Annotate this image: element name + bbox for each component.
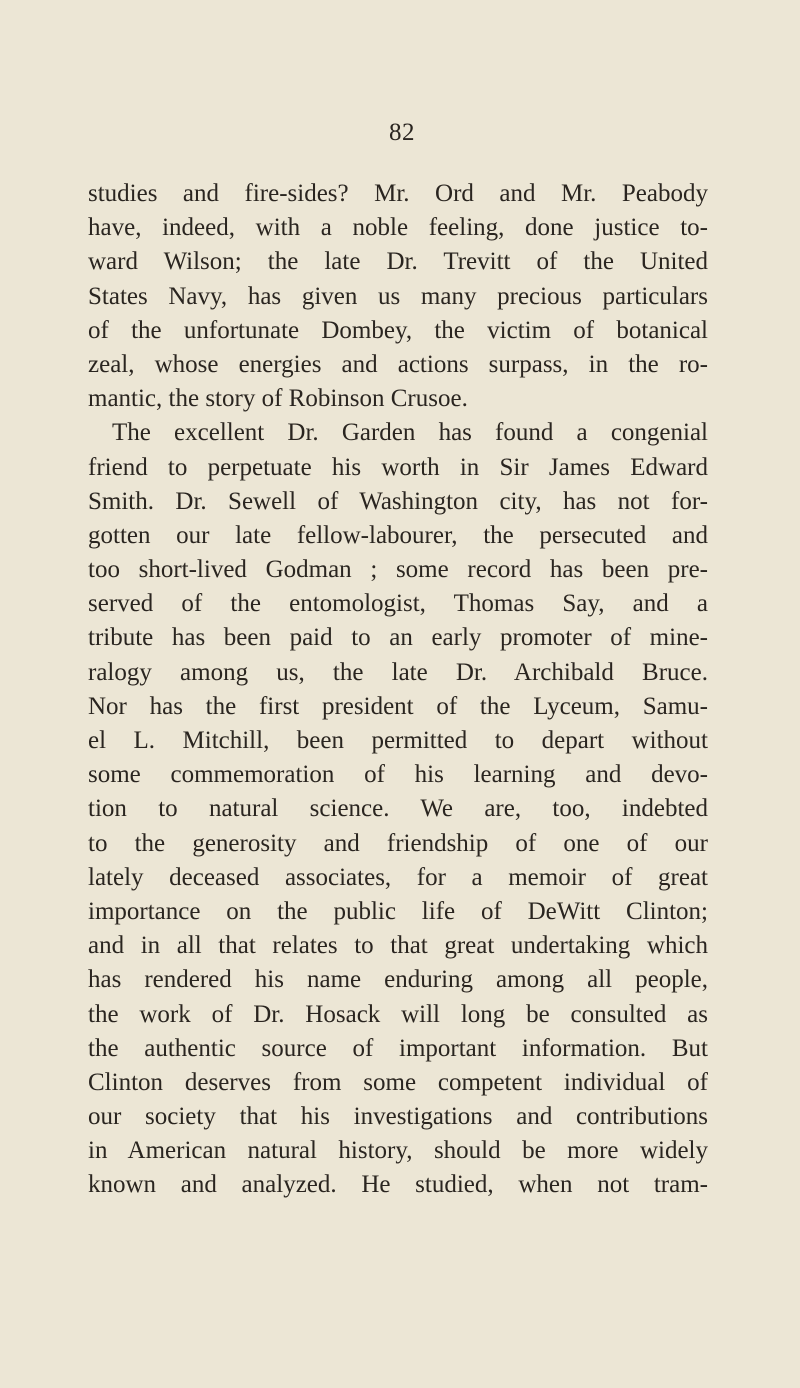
text-line: tion to natural science. We are, too, indebted <box>88 795 708 823</box>
text-line: known and analyzed. He studied, when not tram- <box>88 1171 708 1199</box>
text-line: ralogy among us, the late Dr. Archibald Bruce. <box>88 658 708 686</box>
text-line: importance on the public life of DeWitt Clinton; <box>88 897 708 925</box>
body-text <box>88 177 708 1203</box>
text-line: tribute has been paid to an early promoter of mine- <box>88 624 708 652</box>
text-line: mantic, the story of Robinson Crusoe. <box>88 385 468 413</box>
text-line: lately deceased associates, for a memoir of great <box>88 863 708 891</box>
text-line: Nor has the first president of the Lyceum, Samu- <box>88 692 708 720</box>
text-line: too short-lived Godman ; some record has been pre- <box>88 556 708 584</box>
text-line: studies and fire-sides? Mr. Ord and Mr. Peabody <box>88 180 708 207</box>
text-line: gotten our late fellow-labourer, the persecuted and <box>88 521 708 549</box>
text-line: has rendered his name enduring among all people, <box>88 966 708 994</box>
text-line: our society that his investigations and contributions <box>88 1103 708 1131</box>
text-line: the work of Dr. Hosack will long be consulted as <box>88 1000 708 1028</box>
text-line: in American natural history, should be more widely <box>88 1137 708 1165</box>
text-line: States Navy, has given us many precious particulars <box>88 282 708 310</box>
text-line: served of the entomologist, Thomas Say, and a <box>88 590 708 618</box>
text-line: to the generosity and friendship of one of our <box>88 829 708 857</box>
text-line: the authentic source of important information. But <box>88 1034 708 1062</box>
text-line: zeal, whose energies and actions surpass, in the ro- <box>88 350 708 378</box>
page-number: 82 <box>389 119 415 146</box>
text-line: el L. Mitchill, been permitted to depart without <box>88 727 708 754</box>
text-line: ward Wilson; the late Dr. Trevitt of the United <box>88 248 708 276</box>
text-line: Clinton deserves from some competent individual of <box>88 1068 708 1096</box>
text-line: some commemoration of his learning and devo- <box>88 761 708 789</box>
text-line: have, indeed, with a noble feeling, done justice to- <box>88 214 708 242</box>
text-line: of the unfortunate Dombey, the victim of botanical <box>88 316 708 344</box>
paragraph-start-line: The excellent Dr. Garden has found a congenial <box>112 419 708 447</box>
text-line: and in all that relates to that great undertaking which <box>88 932 708 960</box>
text-line: Smith. Dr. Sewell of Washington city, has not for- <box>88 487 708 515</box>
text-line: friend to perpetuate his worth in Sir James Edward <box>88 453 708 481</box>
